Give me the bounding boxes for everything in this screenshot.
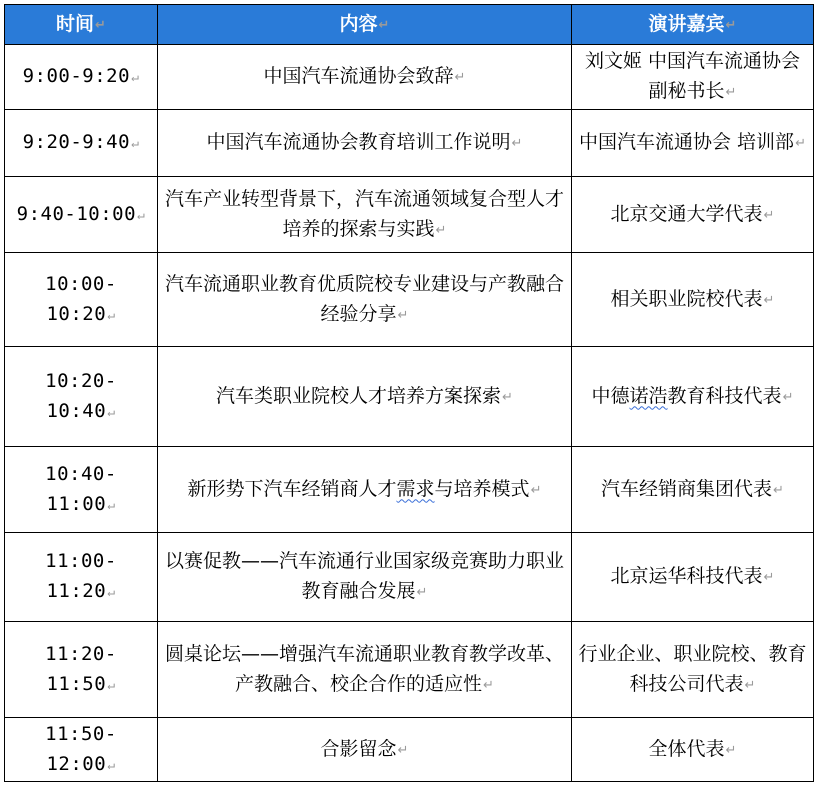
paragraph-mark-icon: ↵ — [397, 307, 409, 323]
table-row — [5, 45, 814, 110]
time-cell: 11:20-11:50↵ — [5, 622, 158, 718]
table-row — [5, 718, 814, 782]
table-row — [5, 110, 814, 177]
content-cell: 圆桌论坛——增强汽车流通职业教育教学改革、产教融合、校企合作的适应性↵ — [158, 622, 572, 718]
speaker-cell: 中德诺浩教育科技代表↵ — [572, 347, 814, 447]
content-cell: 以赛促教——汽车流通行业国家级竞赛助力职业教育融合发展↵ — [158, 533, 572, 622]
speaker-cell: 相关职业院校代表↵ — [572, 253, 814, 347]
speaker-cell: 汽车经销商集团代表↵ — [572, 447, 814, 533]
time-cell: 10:20-10:40↵ — [5, 347, 158, 447]
paragraph-mark-icon: ↵ — [795, 136, 806, 151]
content-cell: 新形势下汽车经销商人才需求与培养模式↵ — [158, 447, 572, 533]
speaker-cell: 刘文姬 中国汽车流通协会 副秘书长↵ — [572, 45, 814, 110]
paragraph-mark-icon: ↵ — [725, 85, 737, 100]
paragraph-mark-icon: ↵ — [107, 404, 116, 420]
spellcheck-underline: 诺浩 — [629, 384, 668, 407]
paragraph-mark-icon: ↵ — [137, 207, 146, 223]
table-row — [5, 447, 814, 533]
header-content: 内容↵ — [158, 5, 572, 45]
content-cell: 中国汽车流通协会致辞↵ — [158, 45, 572, 110]
content-cell: 汽车产业转型背景下，汽车流通领域复合型人才培养的探索与实践↵ — [158, 177, 572, 253]
paragraph-mark-icon: ↵ — [378, 17, 390, 33]
speaker-cell: 北京运华科技代表↵ — [572, 533, 814, 622]
paragraph-mark-icon: ↵ — [107, 307, 116, 323]
paragraph-mark-icon: ↵ — [107, 757, 116, 773]
paragraph-mark-icon: ↵ — [397, 742, 409, 758]
paragraph-mark-icon: ↵ — [416, 585, 428, 600]
time-cell: 10:40-11:00↵ — [5, 447, 158, 533]
paragraph-mark-icon: ↵ — [782, 389, 794, 405]
paragraph-mark-icon: ↵ — [107, 677, 116, 693]
paragraph-mark-icon: ↵ — [483, 677, 494, 693]
time-cell: 11:50-12:00↵ — [5, 718, 158, 782]
content-cell: 合影留念↵ — [158, 718, 572, 782]
content-cell: 汽车类职业院校人才培养方案探索↵ — [158, 347, 572, 447]
time-cell: 10:00-10:20↵ — [5, 253, 158, 347]
paragraph-mark-icon: ↵ — [530, 482, 542, 498]
content-cell: 汽车流通职业教育优质院校专业建设与产教融合经验分享↵ — [158, 253, 572, 347]
content-cell: 中国汽车流通协会教育培训工作说明↵ — [158, 110, 572, 177]
paragraph-mark-icon: ↵ — [773, 482, 784, 498]
spellcheck-underline: 需求 — [396, 477, 435, 500]
paragraph-mark-icon: ↵ — [763, 292, 775, 308]
paragraph-mark-icon: ↵ — [435, 222, 447, 238]
paragraph-mark-icon: ↵ — [131, 70, 140, 85]
paragraph-mark-icon: ↵ — [131, 136, 140, 151]
speaker-cell: 中国汽车流通协会 培训部↵ — [572, 110, 814, 177]
speaker-cell: 行业企业、职业院校、教育科技公司代表↵ — [572, 622, 814, 718]
time-cell: 9:20-9:40↵ — [5, 110, 158, 177]
time-cell: 9:00-9:20↵ — [5, 45, 158, 110]
paragraph-mark-icon: ↵ — [763, 570, 775, 585]
paragraph-mark-icon: ↵ — [725, 742, 737, 758]
table-row — [5, 622, 814, 718]
paragraph-mark-icon: ↵ — [511, 136, 523, 151]
header-speaker: 演讲嘉宾↵ — [572, 5, 814, 45]
header-row — [5, 5, 814, 45]
time-cell: 11:00-11:20↵ — [5, 533, 158, 622]
agenda-table — [4, 4, 814, 782]
header-time: 时间↵ — [5, 5, 158, 45]
paragraph-mark-icon: ↵ — [107, 585, 116, 600]
paragraph-mark-icon: ↵ — [502, 389, 513, 405]
table-row — [5, 347, 814, 447]
paragraph-mark-icon: ↵ — [454, 70, 466, 85]
table-row — [5, 533, 814, 622]
paragraph-mark-icon: ↵ — [744, 677, 756, 693]
paragraph-mark-icon: ↵ — [725, 17, 737, 33]
paragraph-mark-icon: ↵ — [763, 207, 775, 223]
paragraph-mark-icon: ↵ — [95, 17, 106, 33]
time-cell: 9:40-10:00↵ — [5, 177, 158, 253]
speaker-cell: 全体代表↵ — [572, 718, 814, 782]
speaker-cell: 北京交通大学代表↵ — [572, 177, 814, 253]
paragraph-mark-icon: ↵ — [107, 497, 116, 513]
table-row — [5, 177, 814, 253]
table-row — [5, 253, 814, 347]
